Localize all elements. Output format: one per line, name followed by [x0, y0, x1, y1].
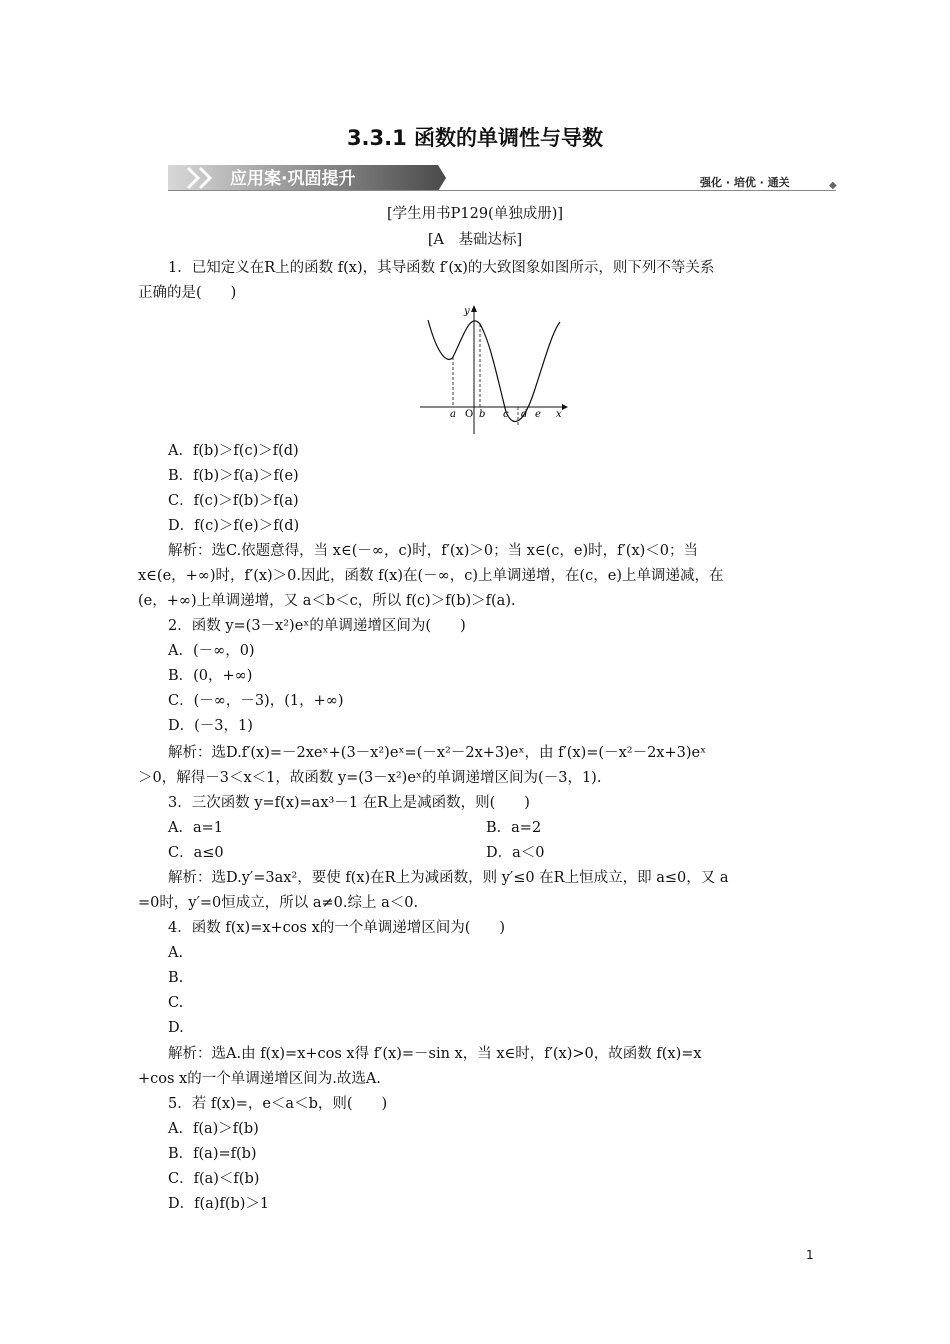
point-label: a — [450, 409, 456, 420]
page-number: 1 — [806, 1248, 814, 1262]
option-line: C．f(c)＞f(b)＞f(a) — [168, 493, 299, 509]
option-line: D．a＜0 — [486, 845, 545, 861]
text-line: =0时，y′=0恒成立，所以 a≠0.综上 a＜0. — [138, 895, 419, 911]
y-axis-label: y — [464, 306, 470, 317]
text-line: 正确的是( ) — [138, 285, 237, 301]
option-line: D．(－3，1) — [168, 718, 253, 734]
option-line: A．(－∞，0) — [168, 643, 255, 659]
option-line: C．a≤0 — [168, 845, 224, 861]
text-line: (e，+∞)上单调递增，又 a＜b＜c，所以 f(c)＞f(b)＞f(a). — [138, 593, 516, 609]
point-label: O — [465, 409, 474, 420]
banner-divider — [168, 190, 836, 191]
diamond-icon: ◆ — [829, 180, 837, 191]
text-line: 解析：选D.y′=3ax²，要使 f(x)在R上为减函数，则 y′≤0 在R上恒成立，即 a≤0，又 a — [168, 870, 729, 886]
ref-line: [学生用书P129(单独成册)] — [386, 206, 564, 222]
text-line: 2．函数 y=(3－x²)eˣ的单调递增区间为( ) — [168, 618, 466, 634]
option-line: B．(0，+∞) — [168, 668, 253, 684]
text-line: x∈(e，+∞)时，f′(x)＞0.因此，函数 f(x)在(－∞，c)上单调递增，在(c，e)上单调递减，在 — [138, 568, 724, 584]
option-line: D．f(a)f(b)＞1 — [168, 1196, 270, 1212]
option-line: B. — [168, 970, 184, 986]
text-line: 3．三次函数 y=f(x)=ax³－1 在R上是减函数，则( ) — [168, 795, 530, 811]
point-label: b — [479, 409, 486, 420]
point-label: e — [535, 409, 541, 420]
option-line: C．f(a)＜f(b) — [168, 1171, 260, 1187]
text-line: +cos x的一个单调递增区间为.故选A. — [138, 1071, 381, 1087]
option-line: D. — [168, 1020, 184, 1036]
option-line: B．a=2 — [486, 820, 542, 836]
option-line: A．f(a)＞f(b) — [168, 1121, 259, 1137]
option-line: C．(－∞，－3)，(1，+∞) — [168, 693, 344, 709]
text-line: ＞0，解得－3＜x＜1，故函数 y=(3－x²)eˣ的单调递增区间为(－3，1). — [138, 770, 602, 786]
option-line: A．f(b)＞f(c)＞f(d) — [168, 443, 299, 459]
option-line: D．f(c)＞f(e)＞f(d) — [168, 518, 300, 534]
section-banner — [168, 163, 446, 193]
banner-left-text: 应用案·巩固提升 — [230, 169, 356, 189]
text-line: 5．若 f(x)=，e＜a＜b，则( ) — [168, 1096, 388, 1112]
option-line: C. — [168, 995, 184, 1011]
option-line: A. — [168, 945, 184, 961]
point-label: d — [521, 409, 528, 420]
text-line: 4．函数 f(x)=x+cos x的一个单调递增区间为( ) — [168, 920, 506, 936]
option-line: B．f(b)＞f(a)＞f(e) — [168, 468, 299, 484]
derivative-graph — [418, 302, 568, 437]
text-line: 解析：选A.由 f(x)=x+cos x得 f′(x)=－sin x，当 x∈时，f′(x)>0，故函数 f(x)=x — [168, 1046, 702, 1062]
text-line: 解析：选C.依题意得，当 x∈(－∞，c)时，f′(x)＞0；当 x∈(c，e)时，f′(x)＜0；当 — [168, 543, 699, 559]
point-label: c — [503, 409, 509, 420]
text-line: 解析：选D.f′(x)=－2xeˣ+(3－x²)eˣ=(－x²－2x+3)eˣ，由 f′(x)=(－x²－2x+3)eˣ — [168, 745, 707, 761]
option-line: A．a=1 — [168, 820, 223, 836]
option-line: B．f(a)=f(b) — [168, 1146, 257, 1162]
level-line: [A 基础达标] — [427, 232, 523, 248]
page-title: 3.3.1 函数的单调性与导数 — [346, 126, 604, 150]
x-axis-label: x — [556, 409, 562, 420]
banner-right-text: 强化 · 培优 · 通关 — [700, 176, 790, 189]
text-line: 1．已知定义在R上的函数 f(x)，其导函数 f′(x)的大致图象如图所示，则下列不等关系 — [168, 260, 715, 276]
